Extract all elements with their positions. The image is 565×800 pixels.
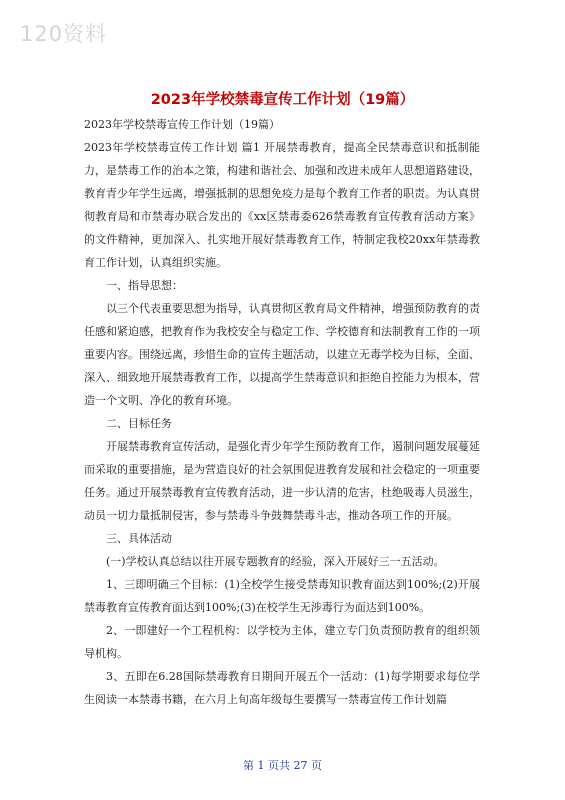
paragraph-one-organization: 2、一即建好一个工程机构：以学校为主体，建立专门负责预防教育的组织领导机构。 — [84, 624, 480, 660]
intro-paragraph: 2023年学校禁毒宣传工作计划 篇1 开展禁毒教育，提高全民禁毒意识和抵制能力，是禁毒工作的治本之策，构建和谐社会、加强和改进未成年人思想道路建设，教育青少年学生远离，增强抵制的思想免疫力是每个教育工作者的职责。为认真贯彻教育局和市禁毒办联合发出的《xx区禁毒委626禁毒教育宣传教育活动方案》的文件精神，更加深入、扎实地开展好禁毒教育工作，特制定我校20xx年禁毒教育工作计划，认真组织实施。 — [84, 141, 480, 269]
paragraph-goals: 开展禁毒教育宣传活动，是强化青少年学生预防教育工作，遏制问题发展蔓延而采取的重要措施，是为营造良好的社会氛围促进教育发展和社会稳定的一项重要任务。通过开展禁毒教育宣传教育活动，进一步认清的危害，杜绝吸毒人员滋生，动员一切力量抵制侵害，参与禁毒斗争鼓舞禁毒斗志，推动各项工作的开展。 — [84, 440, 480, 522]
paragraph-three-goals: 1、三即明确三个目标：(1)全校学生接受禁毒知识教育面达到100%;(2)开展禁毒教育宣传教育面达到100%;(3)在校学生无涉毒行为面达到100%。 — [84, 578, 480, 614]
paragraph-guiding-ideology: 以三个代表重要思想为指导，认真贯彻区教育局文件精神，增强预防教育的责任感和紧迫感，把教育作为我校安全与稳定工作、学校德育和法制教育工作的一项重要内容。围绕远离，珍惜生命的宣传主题活动，以建立无毒学校为目标，全面、深入、细致地开展禁毒教育工作，以提高学生禁毒意识和拒绝自控能力为根本，营造一个文明、净化的教育环境。 — [84, 302, 480, 407]
section-heading-guiding-ideology: 一、指导思想： — [106, 279, 183, 292]
watermark: 120资料 — [20, 22, 108, 46]
subtitle-line: 2023年学校禁毒宣传工作计划（19篇） — [84, 118, 280, 131]
page-number: 第 1 页共 27 页 — [243, 759, 322, 772]
section-heading-goals: 二、目标任务 — [106, 417, 172, 430]
section-heading-activities: 三、具体活动 — [106, 532, 172, 545]
paragraph-five-activities: 3、五即在6.28国际禁毒教育日期间开展五个一活动：(1)每学期要求每位学生阅读一本禁毒书籍，在六月上旬高年级每生要撰写一禁毒宣传工作计划篇 — [84, 670, 480, 706]
paragraph-activity-intro: (一)学校认真总结以往开展专题教育的经验，深入开展好三一五活动。 — [106, 555, 445, 568]
document-body — [84, 113, 480, 711]
document-title: 2023年学校禁毒宣传工作计划（19篇） — [150, 92, 415, 108]
